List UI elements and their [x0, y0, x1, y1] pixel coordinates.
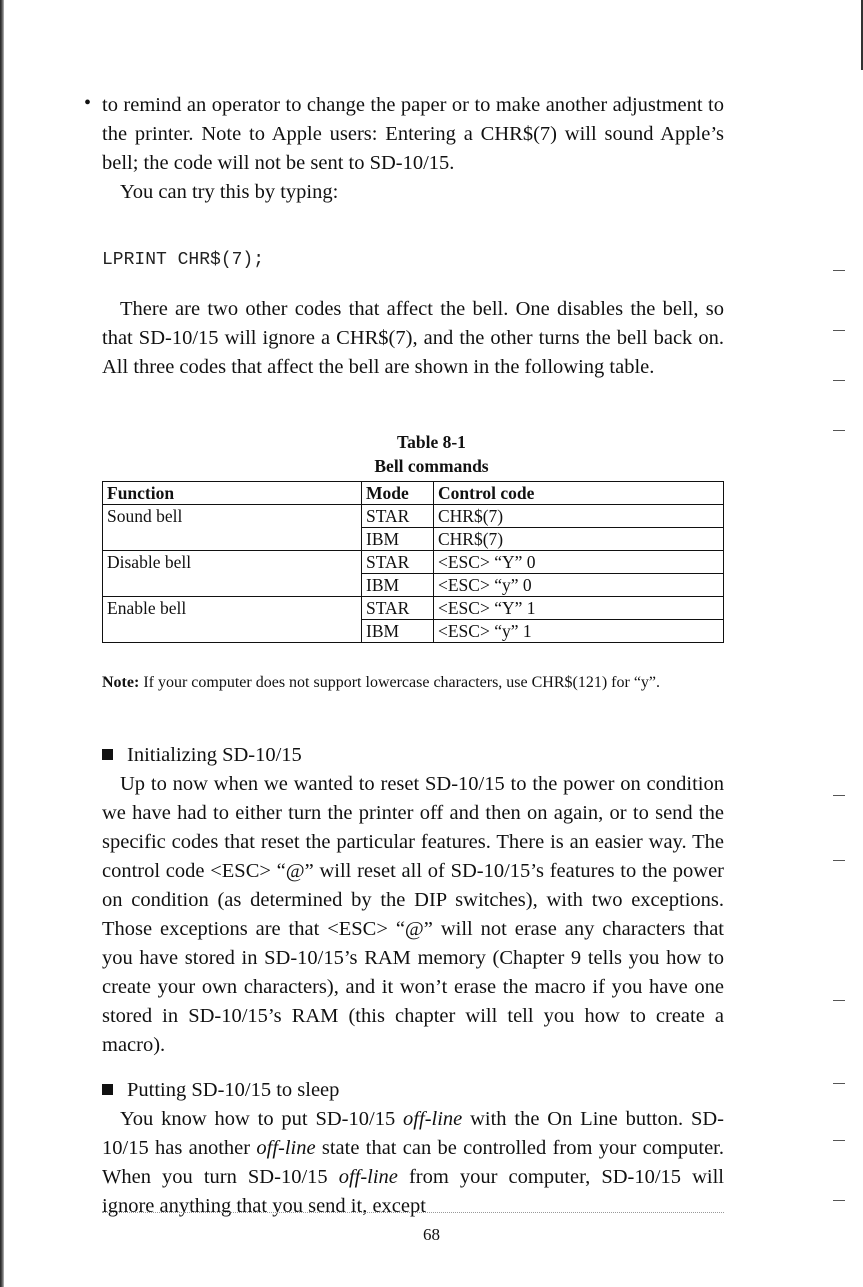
- mode-cell: IBM: [362, 620, 434, 643]
- table-row: [103, 574, 724, 597]
- sleep-text: with the On Line button. SD-10/15 has another: [102, 1108, 724, 1159]
- function-cell: [103, 574, 362, 597]
- function-cell: Enable bell: [103, 597, 362, 620]
- square-bullet-icon: [102, 1084, 113, 1095]
- footer-rule: [102, 1212, 724, 1213]
- bell-commands-table: [102, 481, 724, 643]
- control-code-cell: <ESC> “Y” 1: [434, 597, 724, 620]
- margin-mark: [833, 1140, 845, 1141]
- mode-cell: STAR: [362, 505, 434, 528]
- sleep-text-italic: off-line: [338, 1166, 398, 1188]
- section-heading-sleep: [102, 1076, 339, 1105]
- control-code-cell: CHR$(7): [434, 505, 724, 528]
- control-code-cell: <ESC> “Y” 0: [434, 551, 724, 574]
- mode-cell: STAR: [362, 551, 434, 574]
- try-typing-text: You can try this by typing:: [120, 181, 339, 203]
- table-header-row: [103, 482, 724, 505]
- table-row: [103, 620, 724, 643]
- column-header-control-code: Control code: [434, 482, 724, 505]
- control-code-cell: <ESC> “y” 1: [434, 620, 724, 643]
- sleep-text-italic: off-line: [403, 1108, 463, 1130]
- margin-mark: [833, 270, 845, 271]
- sleep-text: from your computer, SD-10/15 will ignore anything that you send it, except: [102, 1166, 724, 1217]
- code-example: LPRINT CHR$(7);: [102, 250, 265, 270]
- function-cell: Disable bell: [103, 551, 362, 574]
- square-bullet-icon: [102, 749, 113, 760]
- margin-mark: [833, 380, 845, 381]
- margin-mark: [833, 795, 845, 796]
- sleep-text: state that can be controlled from your computer. When you turn SD-10/15: [102, 1137, 724, 1188]
- margin-mark: [833, 1083, 845, 1084]
- initializing-paragraph: Up to now when we wanted to reset SD-10/15 to the power on condition we have had to either turn the printer off and then on again, or to send the specific codes that reset the particular features. There is an easier way. The control code <ESC> “@” will reset all of SD-10/15’s features to the power on condition (as determined by the DIP switches), with two exceptions. Those exceptions are that <ESC> “@” will not erase any characters that you have stored in SD-10/15’s RAM memory (Chapter 9 tells you how to create your own characters), and it won’t erase the macro if you have one stored in SD-10/15’s RAM (this chapter will tell you how to create a macro).: [102, 773, 724, 1056]
- list-bullet: •: [84, 92, 92, 114]
- heading-text: Putting SD-10/15 to sleep: [127, 1079, 340, 1101]
- column-header-mode: Mode: [362, 482, 434, 505]
- table-note: [102, 672, 724, 694]
- intro-text: to remind an operator to change the paper or to make another adjustment to the printer. Note to Apple users: Entering a CHR$(7) will sound Apple’s bell; the code will not be sent to SD-10/15.: [102, 94, 724, 174]
- section-heading-initializing: [102, 741, 302, 770]
- margin-mark: [833, 330, 845, 331]
- mode-cell: IBM: [362, 528, 434, 551]
- sleep-text: You know how to put SD-10/15: [120, 1108, 404, 1130]
- sleep-text-italic: off-line: [256, 1137, 316, 1159]
- other-codes-paragraph: There are two other codes that affect the bell. One disables the bell, so that SD-10/15 will ignore a CHR$(7), and the other turns the bell back on. All three codes that affect the bell are shown in the following table.: [102, 298, 724, 378]
- table-caption-title: Bell commands: [374, 456, 489, 476]
- note-text: If your computer does not support lowercase characters, use CHR$(121) for “y”.: [143, 674, 661, 691]
- mode-cell: IBM: [362, 574, 434, 597]
- mode-cell: STAR: [362, 597, 434, 620]
- page-number: 68: [423, 1225, 440, 1244]
- intro-paragraph: [102, 91, 724, 207]
- control-code-cell: CHR$(7): [434, 528, 724, 551]
- heading-text: Initializing SD-10/15: [127, 744, 302, 766]
- page-left-edge: [0, 0, 4, 1287]
- table-row: [103, 528, 724, 551]
- function-cell: Sound bell: [103, 505, 362, 528]
- note-label: Note:: [102, 674, 140, 691]
- margin-mark: [833, 1200, 845, 1201]
- table-row: [103, 505, 724, 528]
- table-row: [103, 597, 724, 620]
- function-cell: [103, 528, 362, 551]
- column-header-function: Function: [103, 482, 362, 505]
- function-cell: [103, 620, 362, 643]
- margin-mark: [833, 1000, 845, 1001]
- table-caption-number: Table 8-1: [397, 432, 466, 452]
- table-row: [103, 551, 724, 574]
- control-code-cell: <ESC> “y” 0: [434, 574, 724, 597]
- margin-mark: [833, 860, 845, 861]
- sleep-paragraph: [102, 1105, 724, 1221]
